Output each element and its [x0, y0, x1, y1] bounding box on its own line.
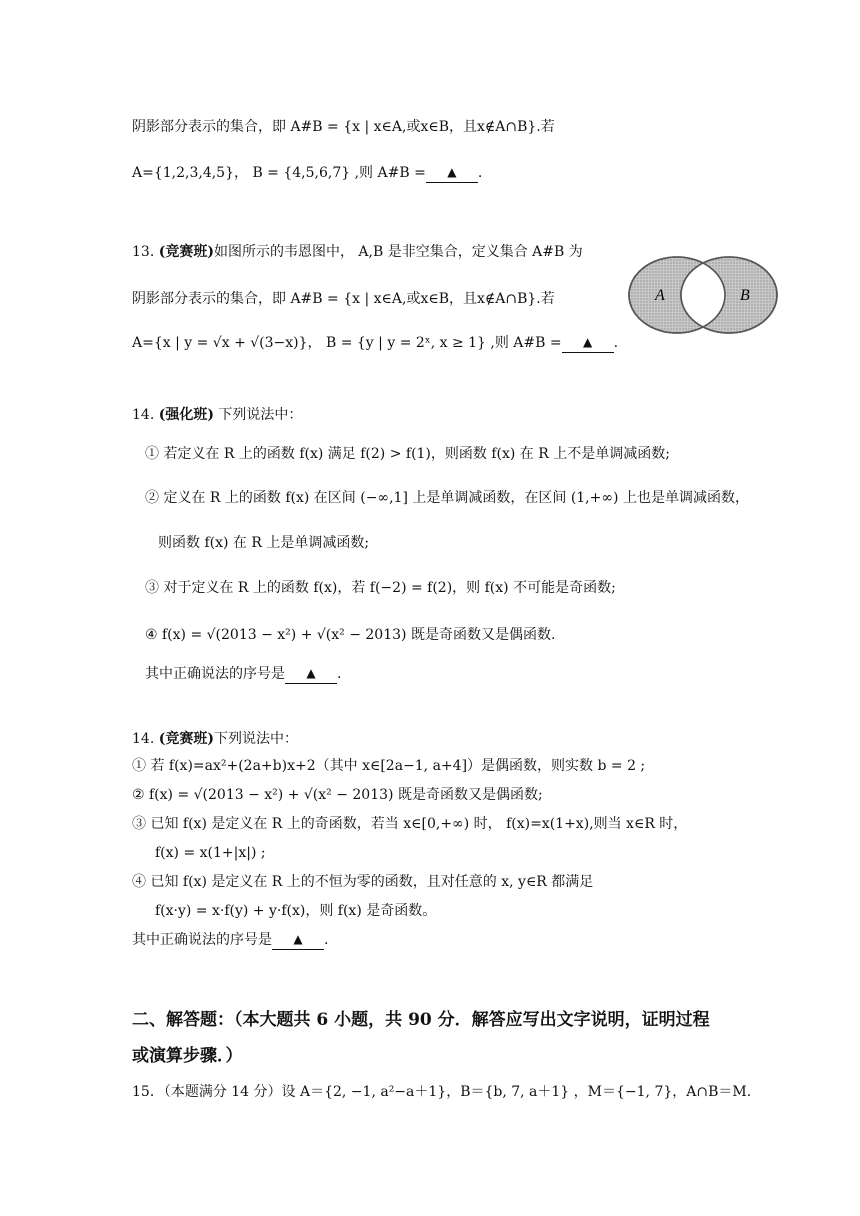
q13-line3-end: .	[613, 335, 619, 351]
answer-blank-q14a	[285, 663, 337, 684]
section-heading-line1: 二、解答题：（本大题共 6 小题，共 90 分．解答应写出文字说明，证明过程	[132, 1010, 710, 1030]
q14a-item3: ③ 对于定义在 R 上的函数 f(x)，若 f(−2) = f(2)，则 f(x) 不可能是奇函数;	[145, 580, 616, 596]
q14b-item3-line2: f(x) = x(1+|x|) ;	[155, 845, 266, 861]
q14a-item4: ④ f(x) = √(2013 − x²) + √(x² − 2013) 既是奇函数又是偶函数.	[145, 627, 556, 643]
q14a-answer	[145, 664, 341, 685]
q14a-item2-line1: ② 定义在 R 上的函数 f(x) 在区间 (−∞,1] 上是单调减函数，在区间 (1,+∞) 上也是单调减函数，	[145, 490, 749, 506]
q13-tag: (竞赛班)	[158, 244, 214, 260]
q14a-item1: ① 若定义在 R 上的函数 f(x) 满足 f(2) > f(1)，则函数 f(x) 在 R 上不是单调减函数;	[145, 446, 670, 462]
answer-blank-q14b	[272, 929, 324, 950]
q14a-heading	[132, 405, 302, 425]
q14b-answer-text: 其中正确说法的序号是	[132, 932, 272, 948]
q15-line1: 15．（本题满分 14 分）设 A＝{2, −1, a²−a＋1}，B＝{b, 7, a＋1} ，M＝{−1, 7}，A∩B＝M.	[132, 1084, 752, 1100]
q13-number: 13.	[132, 244, 159, 260]
q14a-tag: (强化班)	[158, 407, 214, 423]
q14b-heading	[132, 729, 298, 749]
q12-line2	[132, 163, 482, 184]
answer-blank-q12	[426, 162, 478, 183]
q12-line2-text: A={1,2,3,4,5}， B = {4,5,6,7} ,则 A#B =	[132, 165, 426, 181]
q14b-item3-line1: ③ 已知 f(x) 是定义在 R 上的奇函数，若当 x∈[0,+∞) 时， f(x)=x(1+x),则当 x∈R 时，	[132, 816, 688, 832]
q13-line2: 阴影部分表示的集合，即 A#B = {x | x∈A,或x∈B，且x∉A∩B}.若	[132, 291, 555, 307]
answer-blank-q13	[562, 332, 614, 353]
section-heading-line2: 或演算步骤．）	[132, 1046, 243, 1066]
q14b-item4-line2: f(x·y) = x·f(y) + y·f(x)，则 f(x) 是奇函数。	[155, 903, 437, 919]
venn-diagram	[625, 250, 781, 340]
q14a-intro: 下列说法中：	[213, 407, 303, 423]
venn-label-b: B	[740, 287, 750, 304]
q14b-tag: (竞赛班)	[158, 731, 214, 747]
q14b-item4-line1: ④ 已知 f(x) 是定义在 R 上的不恒为零的函数，且对任意的 x, y∈R 都满足	[132, 874, 594, 890]
q14a-number: 14.	[132, 407, 159, 423]
q12-line1: 阴影部分表示的集合，即 A#B = {x | x∈A,或x∈B，且x∉A∩B}.若	[132, 119, 555, 135]
q14b-intro: 下列说法中：	[213, 731, 298, 747]
q13-line1	[132, 242, 583, 262]
q14a-item2-line2: 则函数 f(x) 在 R 上是单调减函数;	[158, 535, 370, 551]
q13-line1-text: 如图所示的韦恩图中， A,B 是非空集合，定义集合 A#B 为	[213, 244, 583, 260]
q14b-number: 14.	[132, 731, 159, 747]
q12-line2-end: .	[477, 165, 483, 181]
q13-line3-text: A={x | y = √x + √(3−x)}， B = {y | y = 2ˣ, x ≥ 1} ,则 A#B =	[132, 335, 562, 351]
q14a-answer-text: 其中正确说法的序号是	[145, 666, 285, 682]
q14a-answer-end: .	[337, 666, 342, 682]
q14b-answer-end: .	[324, 932, 329, 948]
q14b-item2: ② f(x) = √(2013 − x²) + √(x² − 2013) 既是奇函数又是偶函数;	[132, 787, 543, 803]
q13-line3	[132, 333, 618, 354]
q14b-item1: ① 若 f(x)=ax²+(2a+b)x+2（其中 x∈[2a−1, a+4]）是偶函数，则实数 b = 2 ;	[132, 758, 646, 774]
q14b-answer	[132, 930, 328, 951]
venn-label-a: A	[655, 287, 665, 304]
